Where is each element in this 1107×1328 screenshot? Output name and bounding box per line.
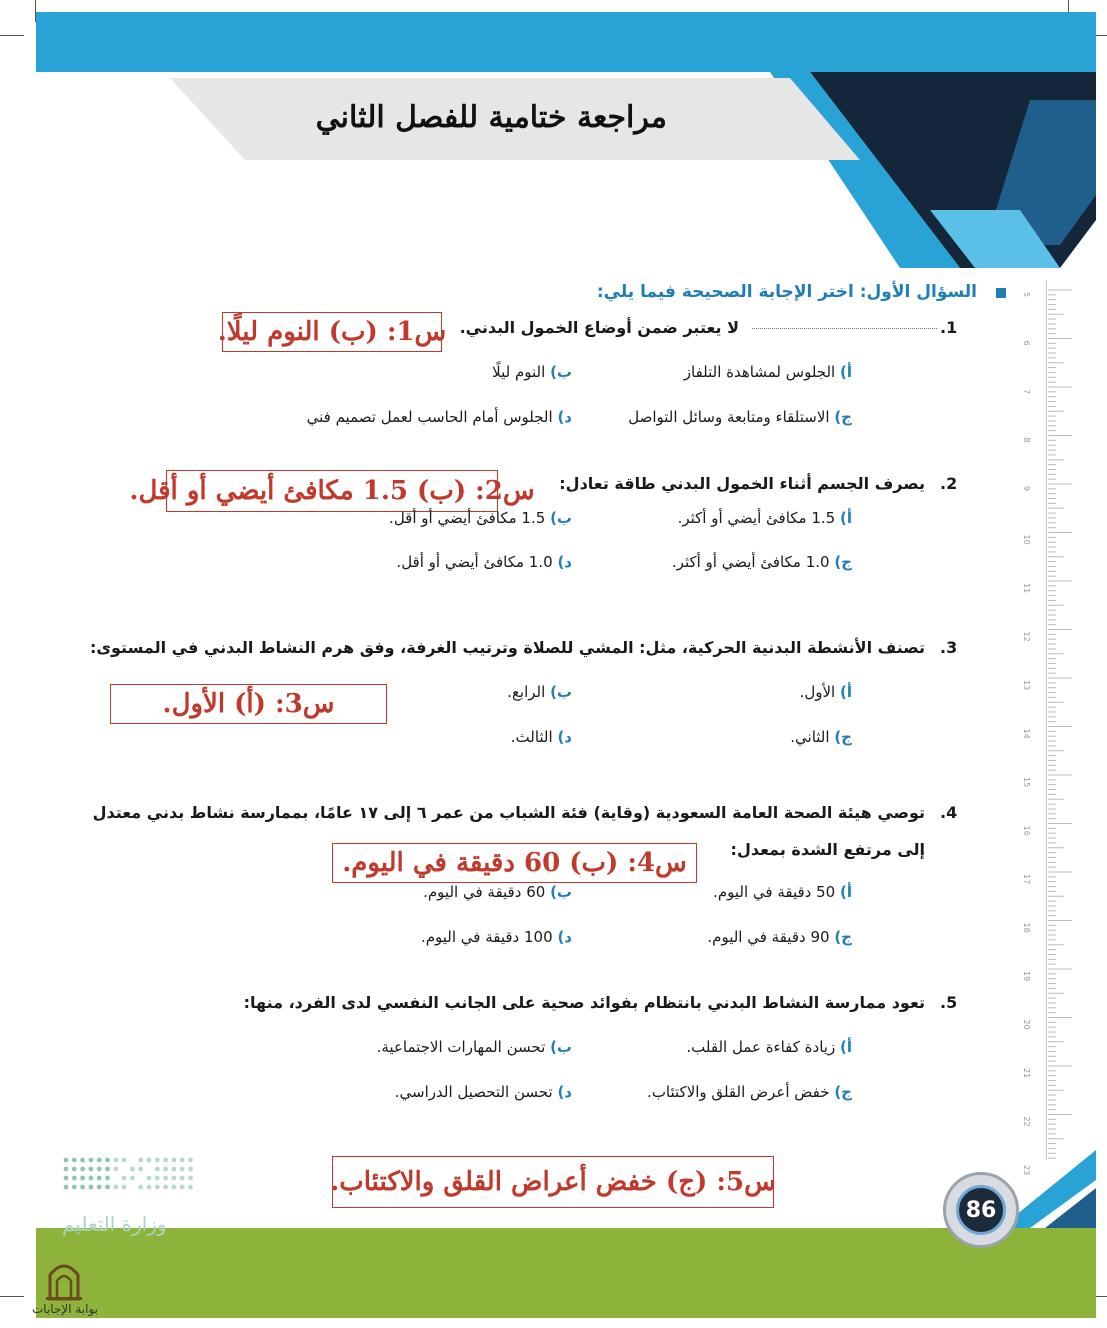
- logo-dot: [80, 1176, 85, 1181]
- logo-dot: [80, 1158, 85, 1163]
- option-text: الثالث.: [510, 728, 553, 746]
- option: [307, 408, 572, 426]
- logo-dot: [97, 1158, 102, 1163]
- option: [396, 553, 572, 571]
- option: [395, 1083, 572, 1101]
- logo-dot: [89, 1167, 94, 1172]
- logo-dot: [155, 1185, 160, 1190]
- ministry-logo-icon: [62, 1155, 197, 1195]
- logo-dot: [97, 1185, 102, 1190]
- logo-dot: [147, 1185, 152, 1190]
- ruler-number: 15: [1022, 777, 1031, 788]
- ministry-logo-text: وزارة التعليم: [62, 1212, 167, 1236]
- logo-dot: [89, 1185, 94, 1190]
- question-text: تعود ممارسة النشاط البدني بانتظام بفوائد صحية على الجانب النفسي لدى الفرد، منها:: [243, 993, 925, 1012]
- option-letter: أ): [840, 363, 852, 381]
- option: [421, 928, 572, 946]
- answer-text: س5: (ج) خفض أعراض القلق والاكتئاب.: [330, 1167, 776, 1197]
- answer-text: س4: (ب) 60 دقيقة في اليوم.: [342, 848, 687, 878]
- option-text: 50 دقيقة في اليوم.: [713, 883, 836, 901]
- option-letter: د): [557, 553, 572, 571]
- option-text: تحسن المهارات الاجتماعية.: [376, 1038, 546, 1056]
- page-number: 86: [965, 1197, 997, 1223]
- option-letter: ج): [834, 553, 852, 571]
- ruler-number: 16: [1022, 825, 1031, 836]
- answer-box: [217, 312, 447, 352]
- ruler-number: 22: [1022, 1116, 1031, 1127]
- logo-dot: [155, 1158, 160, 1163]
- ruler-number: 8: [1022, 437, 1031, 443]
- ruler-number: 9: [1022, 486, 1031, 492]
- question-text-continued: إلى مرتفع الشدة بمعدل:: [730, 840, 925, 859]
- logo-dot: [138, 1185, 143, 1190]
- option-letter: ج): [834, 1083, 852, 1101]
- logo-dot: [130, 1176, 135, 1181]
- logo-dot: [89, 1158, 94, 1163]
- section-heading: السؤال الأول: اختر الإجابة الصحيحة فيما يلي:: [596, 282, 977, 302]
- logo-dot: [97, 1176, 102, 1181]
- logo-dot: [172, 1176, 177, 1181]
- logo-dot: [72, 1167, 77, 1172]
- option-letter: د): [557, 928, 572, 946]
- logo-dot: [188, 1185, 193, 1190]
- ruler-number: 19: [1022, 971, 1031, 982]
- ruler-number: 6: [1022, 340, 1031, 346]
- option-text: 100 دقيقة في اليوم.: [420, 928, 553, 946]
- logo-dot: [163, 1167, 168, 1172]
- logo-dot: [180, 1167, 185, 1172]
- question-number: .3: [940, 638, 958, 657]
- option: [647, 1083, 852, 1101]
- option-text: خفض أعرض القلق والاكتئاب.: [647, 1083, 830, 1101]
- ruler-number: 14: [1022, 728, 1031, 739]
- option-text: 60 دقيقة في اليوم.: [423, 883, 546, 901]
- header-decoration: [0, 0, 1107, 300]
- logo-dot: [122, 1158, 127, 1163]
- option: [507, 683, 572, 701]
- logo-dot: [72, 1185, 77, 1190]
- option-text: الرابع.: [507, 683, 546, 701]
- option: [800, 683, 852, 701]
- ruler-number: 7: [1022, 389, 1031, 395]
- logo-dot: [97, 1167, 102, 1172]
- logo-dot: [130, 1167, 135, 1172]
- option: [492, 363, 572, 381]
- logo-dot: [80, 1167, 85, 1172]
- question-number: .1: [940, 318, 958, 337]
- blank-line: [752, 328, 937, 329]
- question-text: توصي هيئة الصحة العامة السعودية (وقاية) فئة الشباب من عمر ٦ إلى ١٧ عامًا، بممارسة نشاط بدني معتدل: [92, 803, 925, 822]
- option: [377, 1038, 572, 1056]
- logo-dot: [80, 1185, 85, 1190]
- logo-dot: [105, 1167, 110, 1172]
- option-text: زيادة كفاءة عمل القلب.: [686, 1038, 836, 1056]
- logo-dot: [64, 1176, 69, 1181]
- option-letter: ب): [550, 1038, 572, 1056]
- option: [790, 728, 852, 746]
- logo-dot: [72, 1158, 77, 1163]
- logo-dot: [138, 1158, 143, 1163]
- logo-dot: [188, 1158, 193, 1163]
- option-letter: ج): [834, 928, 852, 946]
- ruler-number: 21: [1022, 1068, 1031, 1079]
- logo-dot: [105, 1176, 110, 1181]
- logo-dot: [113, 1158, 118, 1163]
- option-letter: ج): [834, 728, 852, 746]
- page-title: مراجعة ختامية للفصل الثاني: [315, 100, 667, 135]
- logo-dot: [163, 1158, 168, 1163]
- logo-dot: [172, 1185, 177, 1190]
- ruler-number: 11: [1022, 583, 1031, 594]
- ruler-number: 5: [1022, 292, 1031, 298]
- logo-dot: [64, 1158, 69, 1163]
- logo-dot: [163, 1185, 168, 1190]
- mosque-watermark-icon: [44, 1255, 84, 1301]
- logo-dot: [113, 1167, 118, 1172]
- logo-dot: [188, 1176, 193, 1181]
- option: [713, 883, 852, 901]
- logo-dot: [122, 1185, 127, 1190]
- option-text: 1.5 مكافئ أيضي أو أقل.: [389, 509, 546, 527]
- option: [686, 1038, 852, 1056]
- question-number: .4: [940, 803, 958, 822]
- option: [628, 408, 852, 426]
- option-letter: د): [557, 728, 572, 746]
- option-letter: ب): [550, 683, 572, 701]
- option: [511, 728, 572, 746]
- option-letter: ب): [550, 883, 572, 901]
- ruler-number: 12: [1022, 631, 1031, 642]
- logo-dot: [155, 1176, 160, 1181]
- option-text: الأول.: [799, 683, 836, 701]
- option-letter: د): [557, 1083, 572, 1101]
- ruler-number: 13: [1022, 680, 1031, 691]
- question-text: لا يعتبر ضمن أوضاع الخمول البدني.: [459, 318, 739, 337]
- option-text: الثاني.: [790, 728, 830, 746]
- option-letter: أ): [840, 883, 852, 901]
- logo-dot: [105, 1158, 110, 1163]
- answer-box: [332, 843, 697, 883]
- logo-dot: [180, 1185, 185, 1190]
- option-text: 1.0 مكافئ أيضي أو أقل.: [396, 553, 553, 571]
- logo-dot: [172, 1167, 177, 1172]
- option-text: الاستلقاء ومتابعة وسائل التواصل: [628, 408, 830, 426]
- logo-dot: [180, 1176, 185, 1181]
- section-bullet-icon: [996, 288, 1006, 298]
- ruler-number: 23: [1022, 1165, 1031, 1176]
- answer-text: س3: (أ) الأول.: [162, 689, 335, 719]
- option-text: النوم ليلًا: [492, 363, 546, 381]
- option: [423, 883, 572, 901]
- option-text: 90 دقيقة في اليوم.: [707, 928, 830, 946]
- ruler-number: 18: [1022, 922, 1031, 933]
- option-text: تحسن التحصيل الدراسي.: [394, 1083, 553, 1101]
- answer-box: [129, 470, 535, 512]
- option-letter: ج): [834, 408, 852, 426]
- ruler-ticks: [1010, 280, 1080, 1180]
- option-text: 1.0 مكافئ أيضي أو أكثر.: [671, 553, 830, 571]
- option-letter: د): [557, 408, 572, 426]
- ruler-number: 17: [1022, 874, 1031, 885]
- option: [389, 509, 572, 527]
- option: [678, 509, 852, 527]
- question-number: .2: [940, 474, 958, 493]
- logo-dot: [64, 1167, 69, 1172]
- answer-text: س2: (ب) 1.5 مكافئ أيضي أو أقل.: [129, 476, 535, 506]
- answer-box: [110, 684, 387, 724]
- logo-dot: [147, 1176, 152, 1181]
- option-text: 1.5 مكافئ أيضي أو أكثر.: [677, 509, 836, 527]
- logo-dot: [188, 1167, 193, 1172]
- option-text: الجلوس لمشاهدة التلفاز: [683, 363, 836, 381]
- logo-dot: [172, 1158, 177, 1163]
- logo-dot: [64, 1185, 69, 1190]
- option-letter: أ): [840, 1038, 852, 1056]
- ruler-number: 20: [1022, 1019, 1031, 1030]
- page-number-badge: [943, 1172, 1019, 1248]
- logo-dot: [163, 1176, 168, 1181]
- option-letter: أ): [840, 683, 852, 701]
- ruler-number: 10: [1022, 534, 1031, 545]
- question-number: .5: [940, 993, 958, 1012]
- logo-dot: [138, 1167, 143, 1172]
- option: [707, 928, 852, 946]
- option: [672, 553, 852, 571]
- logo-dot: [147, 1158, 152, 1163]
- logo-dot: [122, 1176, 127, 1181]
- logo-dot: [113, 1185, 118, 1190]
- logo-dot: [155, 1167, 160, 1172]
- question-text: يصرف الجسم أثناء الخمول البدني طاقة تعادل:: [559, 474, 925, 493]
- option: [684, 363, 852, 381]
- logo-dot: [72, 1176, 77, 1181]
- logo-dot: [180, 1158, 185, 1163]
- logo-dot: [105, 1185, 110, 1190]
- question-text: تصنف الأنشطة البدنية الحركية، مثل: المشي للصلاة وترتيب الغرفة، وفق هرم النشاط البدني في المستوى:: [89, 638, 925, 657]
- option-letter: أ): [840, 509, 852, 527]
- logo-dot: [89, 1176, 94, 1181]
- option-letter: ب): [550, 363, 572, 381]
- option-letter: ب): [550, 509, 572, 527]
- option-text: الجلوس أمام الحاسب لعمل تصميم فني: [306, 408, 553, 426]
- answer-text: س1: (ب) النوم ليلًا.: [217, 317, 447, 347]
- watermark-text: بوابة الإجابات: [32, 1302, 99, 1316]
